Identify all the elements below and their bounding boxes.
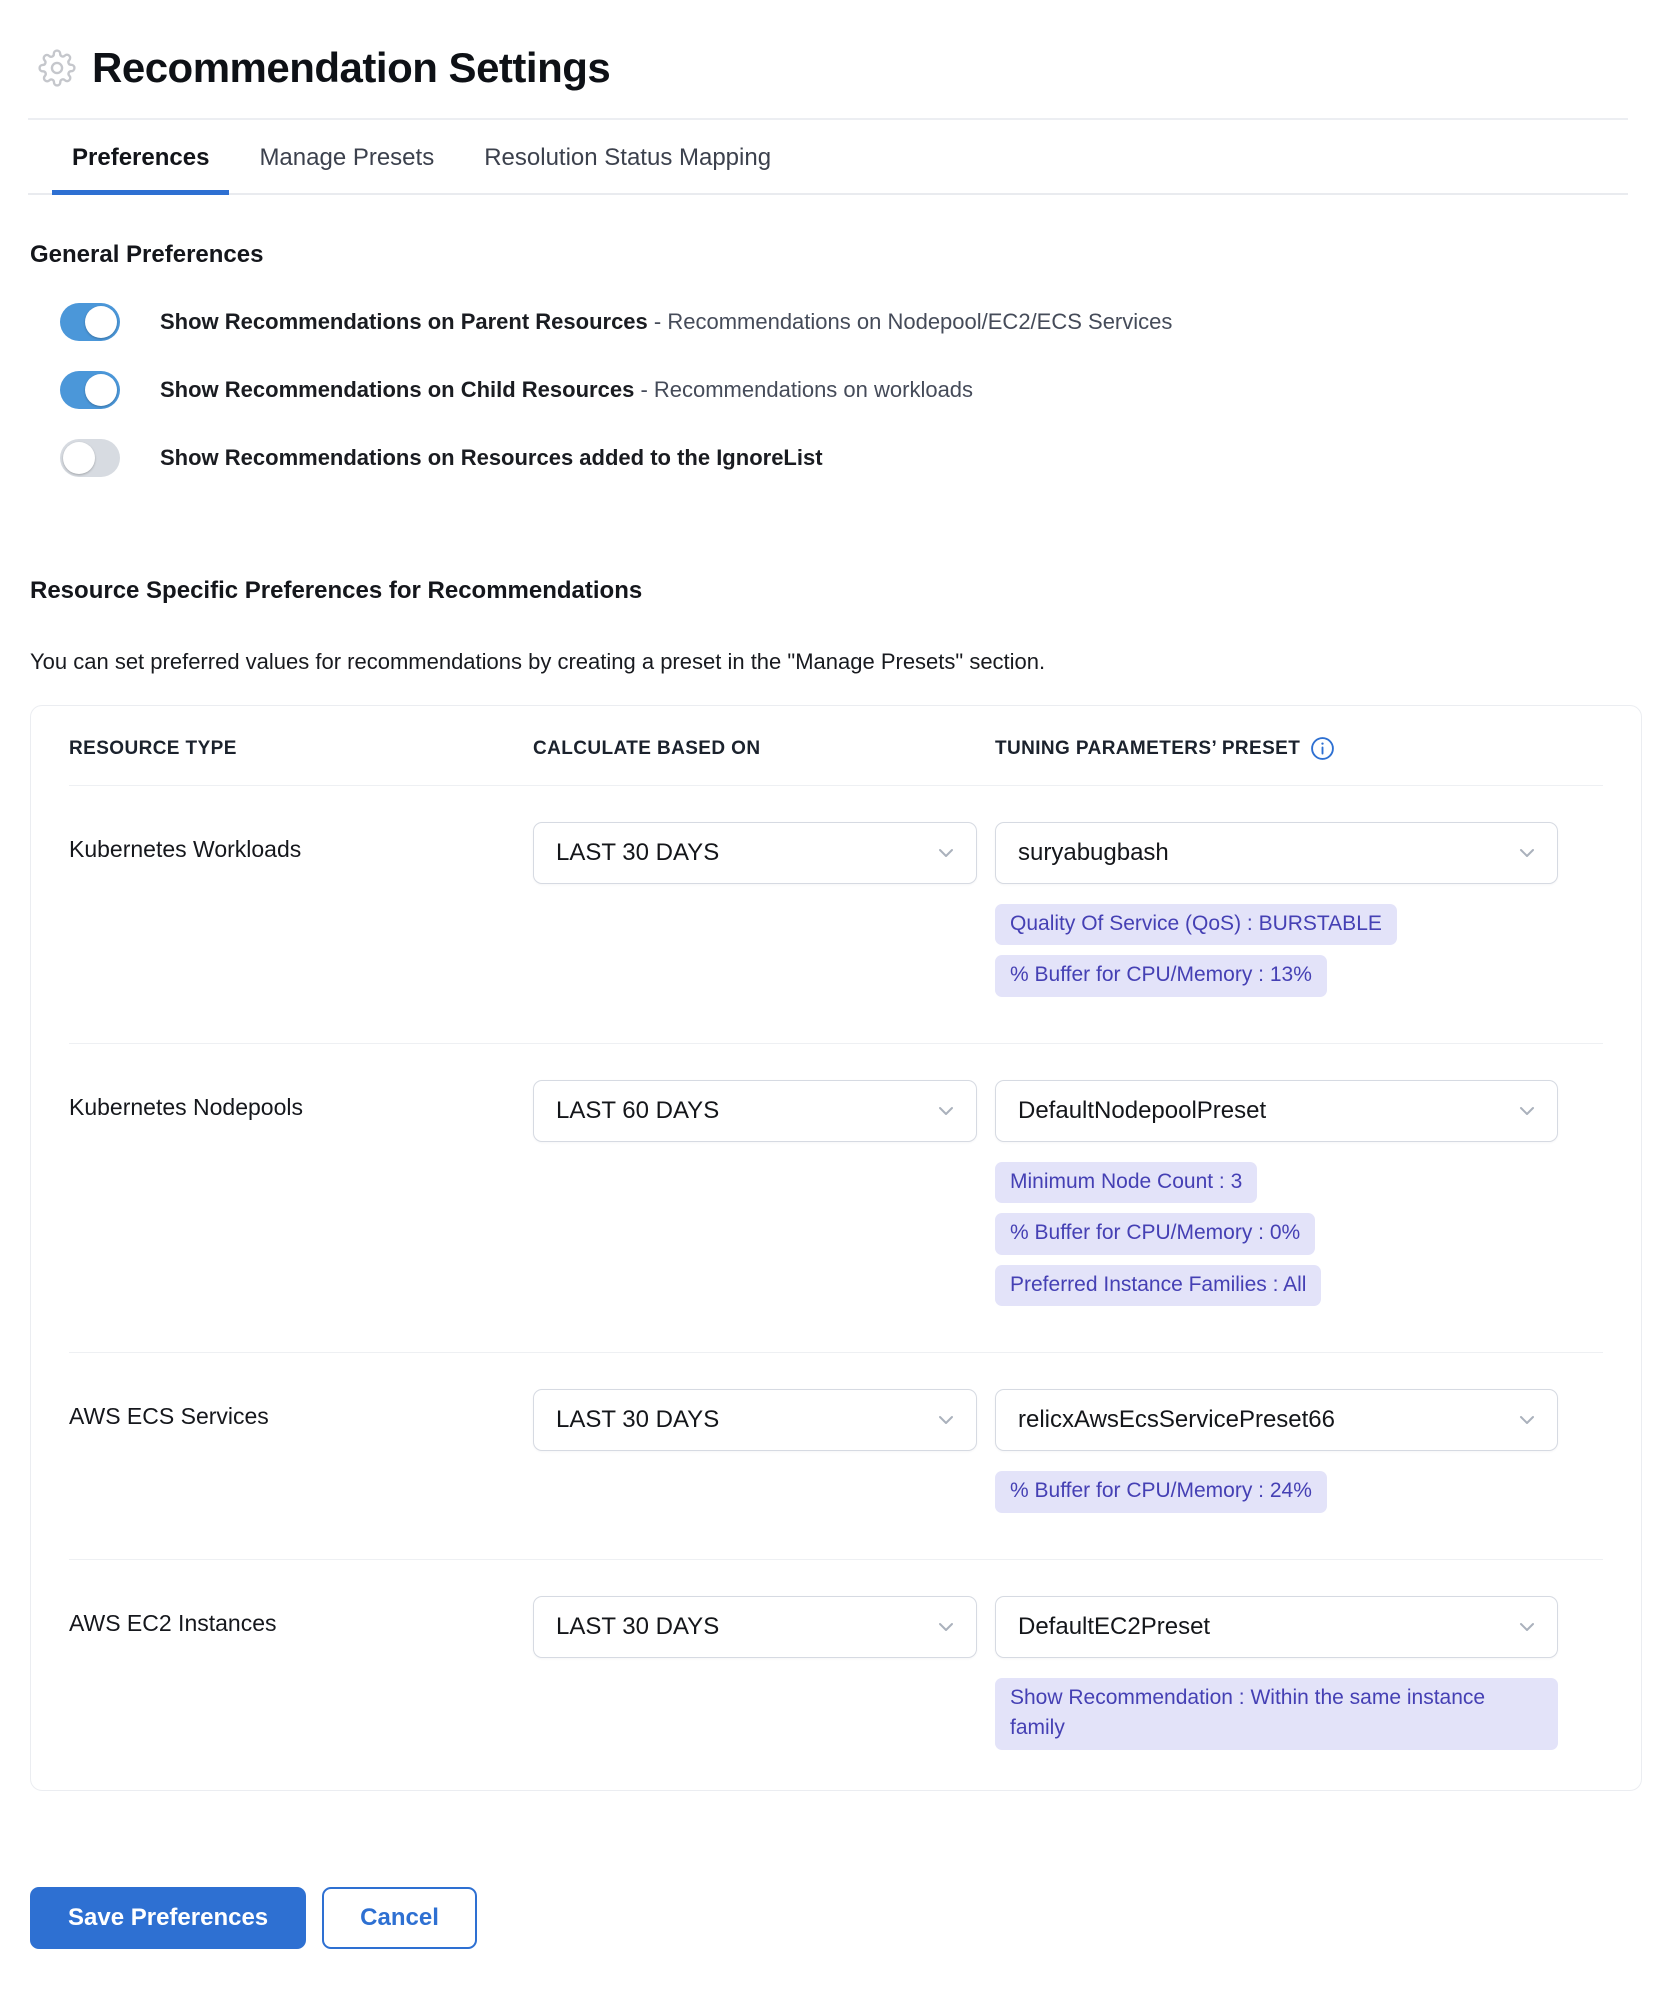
select-value: LAST 60 DAYS [556,1096,720,1124]
tuning-preset-cell [995,1080,1603,1306]
tuning-preset-cell [995,822,1603,997]
resource-preferences-description: You can set preferred values for recommendations by creating a preset in the "Manage Presets" section. [30,649,1046,674]
select-value: suryabugbash [1018,839,1169,866]
general-preferences-heading: General Preferences [30,241,264,268]
column-header-resource-type: RESOURCE TYPE [69,737,237,759]
select-value: DefaultEC2Preset [1018,1612,1211,1640]
child-resources-toggle[interactable] [60,371,120,409]
chevron-down-icon [934,1099,958,1123]
table-row-kubernetes-nodepools [69,1044,1603,1353]
gear-icon [38,49,76,87]
general-preferences-toggles [28,303,1628,477]
tab-manage-presets[interactable]: Manage Presets [259,144,435,171]
tuning-parameter-badges [995,1471,1603,1512]
table-header-row [69,706,1603,786]
tuning-parameter-badge: Quality Of Service (QoS) : BURSTABLE [995,904,1397,945]
calculate-based-on-cell [533,822,995,997]
toggle-label [160,444,823,473]
column-header-calculate-based-on: CALCULATE BASED ON [533,737,761,759]
calculate-based-on-select[interactable] [533,1080,977,1142]
chevron-down-icon [934,1408,958,1432]
toggle-label-description: - Recommendations on workloads [640,376,974,402]
select-value: LAST 30 DAYS [556,1406,720,1434]
column-header-tuning-preset [995,736,1603,761]
tuning-parameter-badge: Preferred Instance Families : All [995,1265,1321,1306]
toggle-label-main: Show Recommendations on Parent Resources [160,308,648,334]
toggle-row-child-resources [60,371,1628,409]
tuning-parameter-badge: Minimum Node Count : 3 [995,1162,1257,1203]
cancel-button[interactable]: Cancel [322,1887,477,1949]
resource-preferences-heading: Resource Specific Preferences for Recommendations [30,577,643,604]
ignorelist-toggle[interactable] [60,439,120,477]
tuning-parameter-badges [995,1162,1603,1306]
page-title: Recommendation Settings [92,44,611,91]
calculate-based-on-select[interactable] [533,1596,977,1658]
tuning-parameter-badge: % Buffer for CPU/Memory : 24% [995,1471,1327,1512]
info-icon[interactable] [1310,736,1335,761]
select-value: LAST 30 DAYS [556,1612,720,1640]
tab-resolution-status-mapping[interactable]: Resolution Status Mapping [484,144,772,171]
resource-type-label: AWS EC2 Instances [69,1609,277,1636]
toggle-label-main: Show Recommendations on Resources added to the IgnoreList [160,444,823,470]
save-preferences-button[interactable]: Save Preferences [30,1887,306,1949]
table-row-aws-ecs-services [69,1353,1603,1559]
page-header [28,44,1628,92]
tab-preferences[interactable]: Preferences [52,120,229,195]
select-value: DefaultNodepoolPreset [1018,1096,1267,1124]
tuning-parameter-badge: % Buffer for CPU/Memory : 13% [995,955,1327,996]
calculate-based-on-cell [533,1389,995,1512]
toggle-row-ignorelist [60,439,1628,477]
parent-resources-toggle[interactable] [60,303,120,341]
toggle-label [160,376,973,405]
chevron-down-icon [1515,1099,1539,1123]
resource-type-label: Kubernetes Workloads [69,836,302,862]
toggle-label-main: Show Recommendations on Child Resources [160,376,635,402]
chevron-down-icon [934,1615,958,1639]
calculate-based-on-select[interactable] [533,1389,977,1451]
chevron-down-icon [1515,1615,1539,1639]
calculate-based-on-select[interactable] [533,822,977,884]
chevron-down-icon [1515,841,1539,865]
tuning-preset-select[interactable] [995,1080,1558,1142]
tuning-parameter-badges [995,1678,1603,1750]
toggle-label-description: - Recommendations on Nodepool/EC2/ECS Services [653,308,1173,334]
tuning-preset-cell [995,1596,1603,1750]
toggle-knob [85,306,117,338]
calculate-based-on-cell [533,1080,995,1306]
chevron-down-icon [934,841,958,865]
tuning-parameter-badge: % Buffer for CPU/Memory : 0% [995,1213,1315,1254]
resource-type-label: AWS ECS Services [69,1403,269,1430]
select-value: relicxAwsEcsServicePreset66 [1018,1406,1336,1434]
tuning-parameter-badge: Show Recommendation : Within the same instance family [995,1678,1558,1750]
tuning-preset-cell [995,1389,1603,1512]
resource-preferences-table [30,705,1642,1791]
toggle-knob [85,374,117,406]
chevron-down-icon [1515,1408,1539,1432]
resource-type-label: Kubernetes Nodepools [69,1093,303,1120]
select-value: LAST 30 DAYS [556,839,720,866]
tab-bar [28,120,1628,195]
column-header-tuning-preset-label: TUNING PARAMETERS’ PRESET [995,737,1301,759]
tuning-preset-select[interactable] [995,822,1558,884]
tuning-parameter-badges [995,904,1603,997]
table-row-kubernetes-workloads [69,786,1603,1044]
table-row-aws-ec2-instances [69,1560,1603,1790]
calculate-based-on-cell [533,1596,995,1750]
action-buttons [28,1887,1628,1949]
tuning-preset-select[interactable] [995,1389,1558,1451]
toggle-label [160,308,1172,337]
toggle-knob [63,442,95,474]
toggle-row-parent-resources [60,303,1628,341]
tuning-preset-select[interactable] [995,1596,1558,1658]
